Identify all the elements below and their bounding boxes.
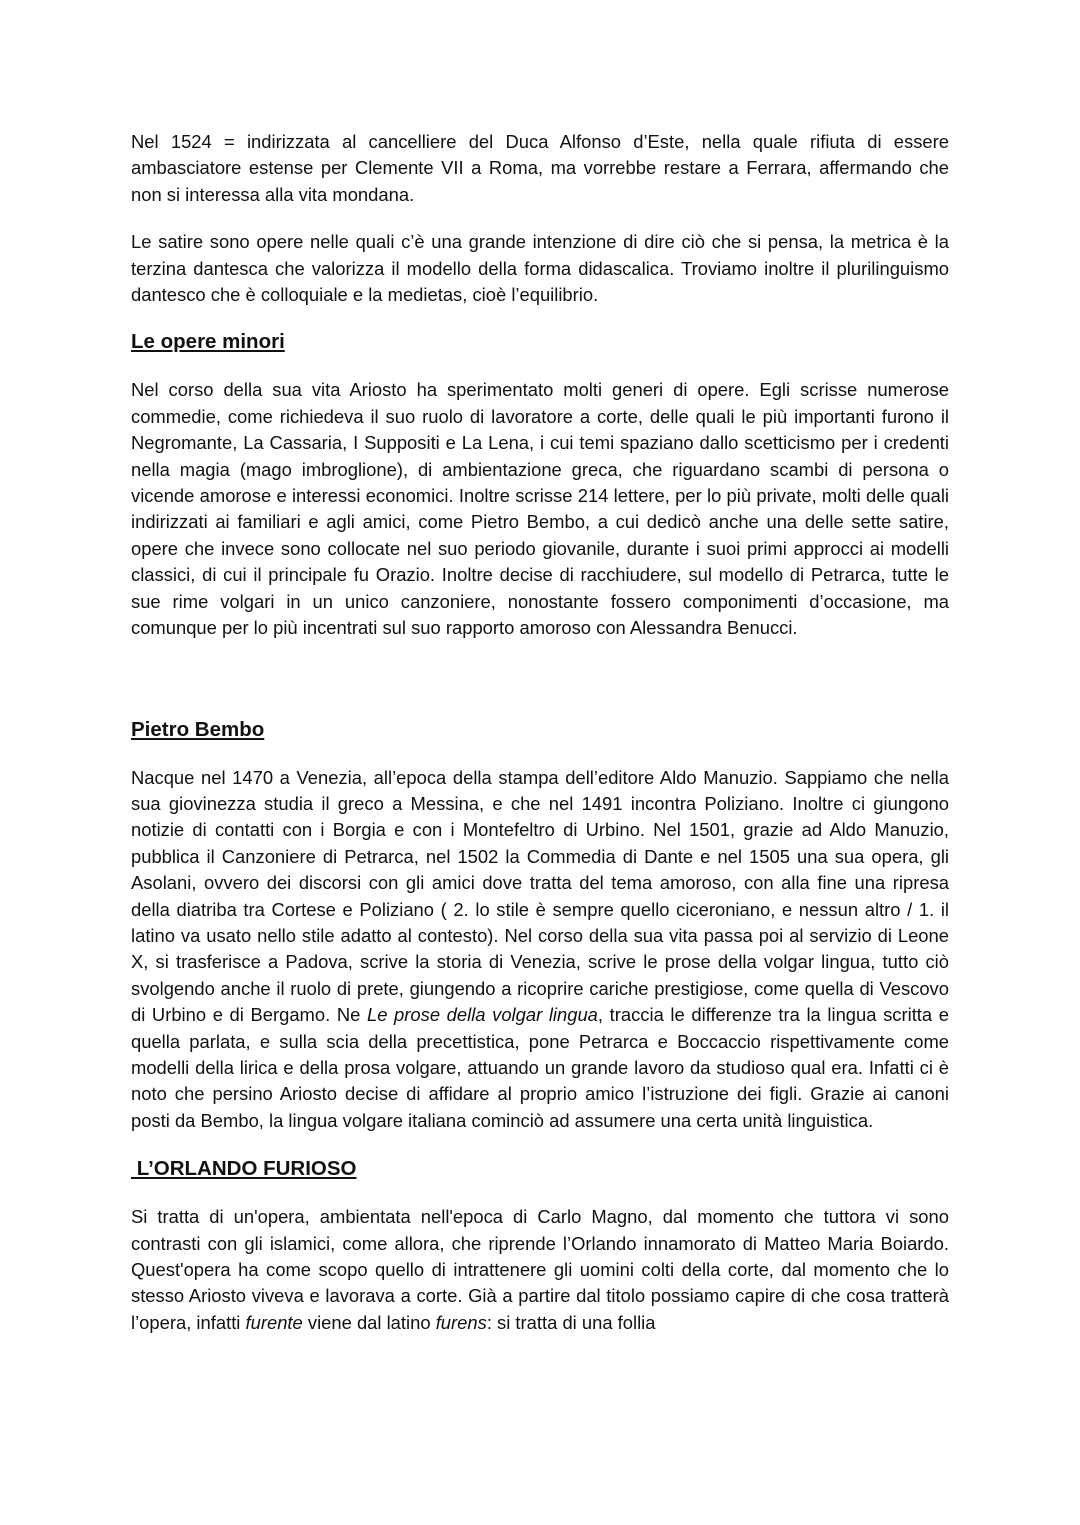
- paragraph-letter-1524: Nel 1524 = indirizzata al cancelliere del Duca Alfonso d’Este, nella quale rifiuta di essere ambasciatore estense per Clemente VII a Roma, ma vorrebbe restare a Ferrara, affermando che non si interessa alla vita mondana.: [131, 131, 949, 205]
- italic-title-prose: Le prose della volgar lingua: [366, 1004, 598, 1026]
- italic-word-furente: furente: [245, 1311, 303, 1333]
- heading-opere-minori: Le opere minori: [131, 330, 285, 354]
- paragraph-opere-minori: Nel corso della sua vita Ariosto ha sperimentato molti generi di opere. Egli scrisse numerose commedie, come richiedeva il suo ruolo di lavoratore a corte, delle quali le più importanti furono il Negromante, La Cassaria, I Suppositi e La Lena, i cui temi spaziano dallo scetticismo per i credenti nella magia (mago imbroglione), di ambientazione greca, che riguardano scambi di persona o vicende amorose e interessi economici. Inoltre scrisse 214 lettere, per lo più private, molti delle quali indirizzati ai familiari e agli amici, come Pietro Bembo, a cui dedicò anche una delle sette satire, opere che invece sono collocate nel suo periodo giovanile, durante i suoi primi approcci ai modelli classici, di cui il principale fu Orazio. Inoltre decise di racchiudere, sul modello di Petrarca, tutte le sue rime volgari in un unico canzoniere, nonostante fossero componimenti d’occasione, ma comunque per lo più incentrati sul suo rapporto amoroso con Alessandra Benucci.: [131, 379, 949, 639]
- document-page: [131, 129, 949, 1336]
- heading-orlando-furioso: L’ORLANDO FURIOSO: [131, 1157, 357, 1181]
- paragraph-orlando-furioso: Si tratta di un'opera, ambientata nell'epoca di Carlo Magno, dal momento che tuttora vi sono contrasti con gli islamici, come allora, che riprende l’Orlando innamorato di Matteo Maria Boiardo. Quest'opera ha come scopo quello di intrattenere gli uomini colti della corte, dal momento che lo stesso Ariosto viveva e lavorava a corte. Già a partire dal titolo possiamo capire di che cosa tratterà l’opera, infatti furente viene dal latino furens: si tratta di una follia: [131, 1206, 949, 1333]
- paragraph-satire: Le satire sono opere nelle quali c’è una grande intenzione di dire ciò che si pensa, la metrica è la terzina dantesca che valorizza il modello della forma didascalica. Troviamo inoltre il plurilinguismo dantesco che è colloquiale e la medietas, cioè l’equilibrio.: [131, 231, 949, 306]
- italic-word-furens: furens: [435, 1311, 487, 1333]
- heading-pietro-bembo: Pietro Bembo: [131, 717, 265, 741]
- paragraph-pietro-bembo: Nacque nel 1470 a Venezia, all’epoca della stampa dell’editore Aldo Manuzio. Sappiamo che nella sua giovinezza studia il greco a Messina, e che nel 1491 incontra Poliziano. Inoltre ci giungono notizie di contatti con i Borgia e con i Montefeltro di Urbino. Nel 1501, grazie ad Aldo Manuzio, pubblica il Canzoniere di Petrarca, nel 1502 la Commedia di Dante e nel 1505 una sua opera, gli Asolani, ovvero dei discorsi con gli amici dove tratta del tema amoroso, con alla fine una ripresa della diatriba tra Cortese e Poliziano ( 2. lo stile è sempre quello ciceroniano, e nessun altro / 1. il latino va usato nello stile adatto al contesto). Nel corso della sua vita passa poi al servizio di Leone X, si trasferisce a Padova, scrive la storia di Venezia, scrive le prose della volgar lingua, tutto ciò svolgendo anche il ruolo di prete, giungendo a ricoprire cariche prestigiose, come quella di Vescovo di Urbino e di Bergamo. Ne Le prose della volgar lingua, traccia le differenze tra la lingua scritta e quella parlata, e sulla scia della precettistica, pone Petrarca e Boccaccio rispettivamente come modelli della lirica e della prosa volgare, attuando un grande lavoro da studioso qual era. Infatti ci è noto che persino Ariosto decise di affidare al proprio amico l’istruzione dei figli. Grazie ai canoni posti da Bembo, la lingua volgare italiana cominciò ad assumere una certa unità linguistica.: [131, 766, 949, 1131]
